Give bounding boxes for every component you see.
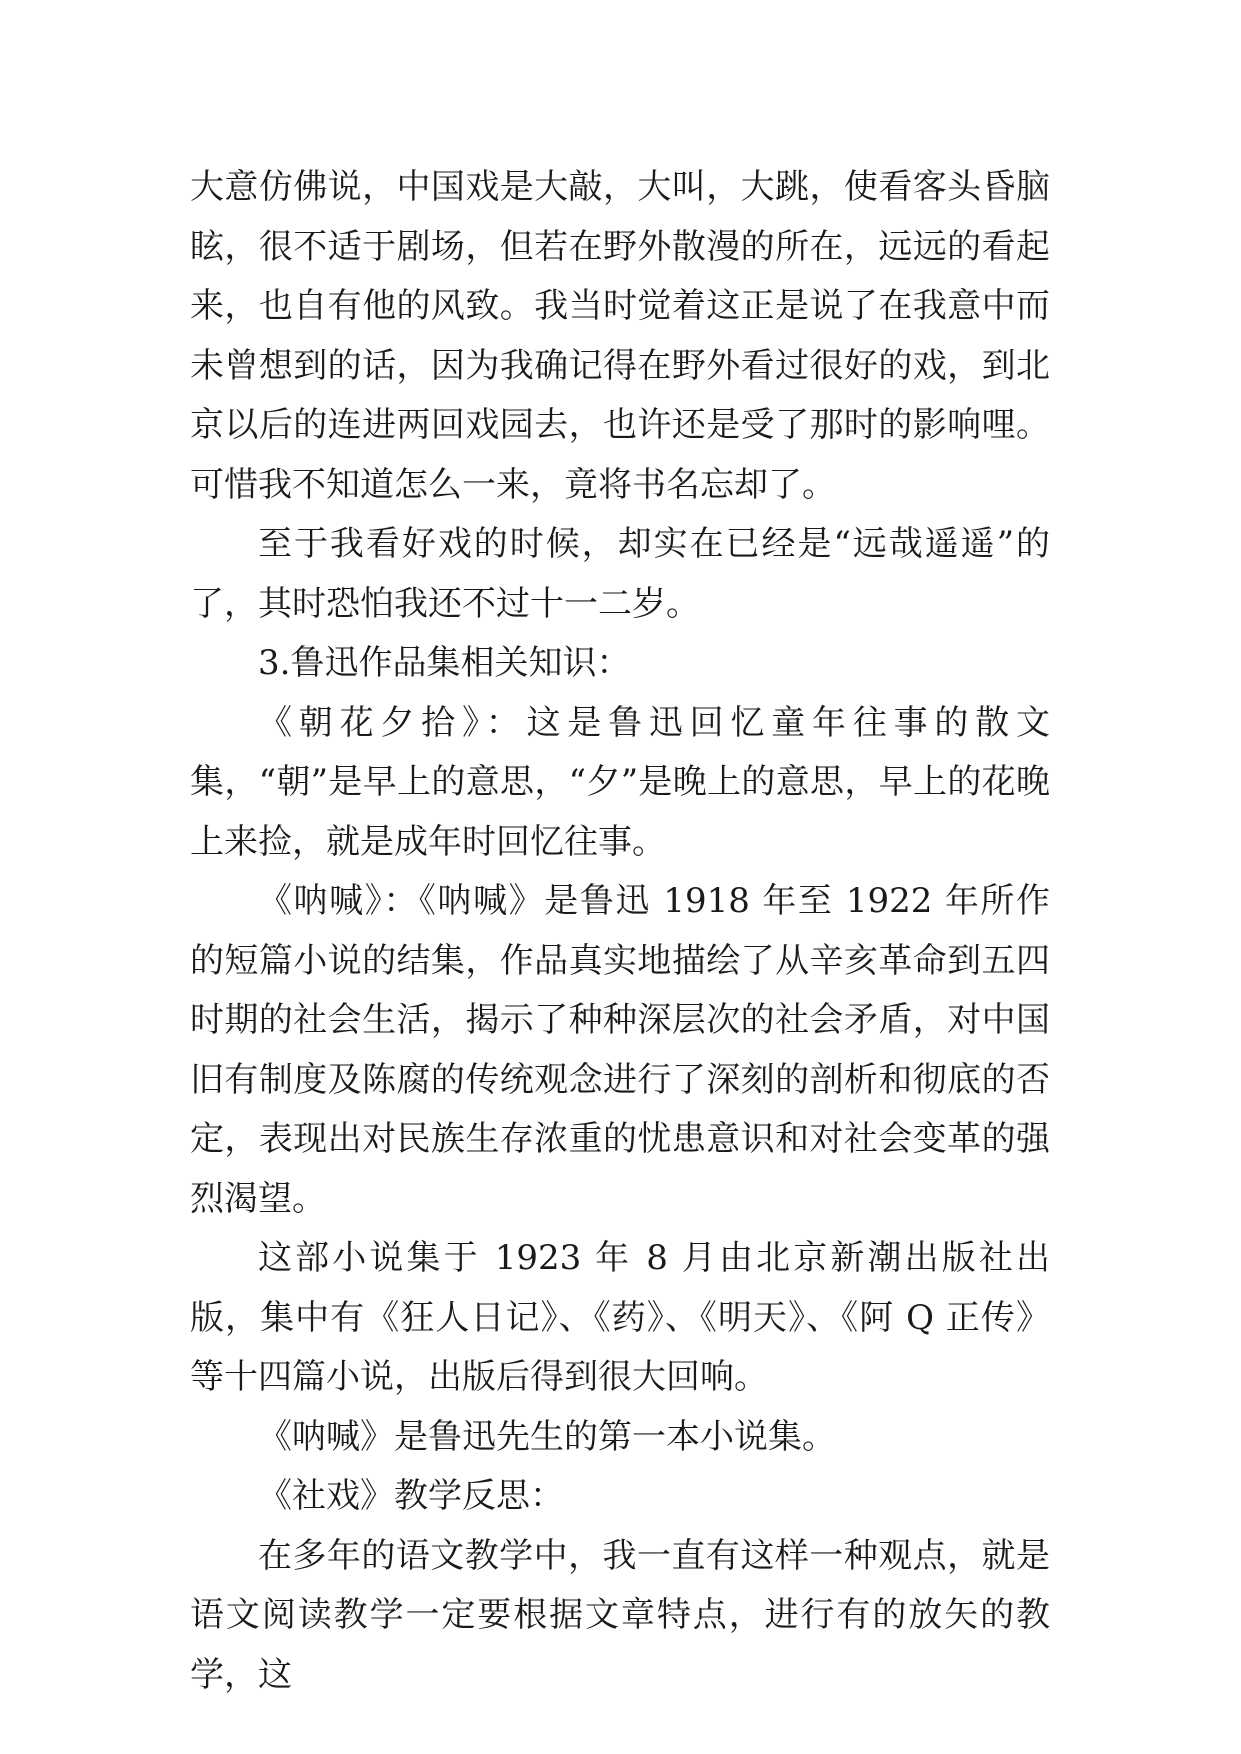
paragraph-nahan-publication: 这部小说集于 1923 年 8 月由北京新潮出版社出版，集中有《狂人日记》、《药》、《明天》、《阿 Q 正传》等十四篇小说，出版后得到很大回响。 <box>190 1238 1050 1397</box>
paragraph-zhaohuaxishi: 《朝花夕拾》：这是鲁迅回忆童年往事的散文集，“朝”是早上的意思，“夕”是晚上的意思，早上的花晚上来捡，就是成年时回忆往事。 <box>190 702 1050 862</box>
paragraph-2: 至于我看好戏的时候，却实在已经是“远哉遥遥”的了，其时恐怕我还不过十一二岁。 <box>190 524 1050 624</box>
paragraph-reflection: 在多年的语文教学中，我一直有这样一种观点，就是语文阅读教学一定要根据文章特点，进行有的放矢的教学，这 <box>190 1535 1050 1695</box>
paragraph-nahan-first: 《呐喊》是鲁迅先生的第一本小说集。 <box>258 1416 836 1457</box>
document-body <box>190 158 1050 1705</box>
section-heading-luxun-works: 3.鲁迅作品集相关知识： <box>258 643 631 683</box>
section-heading-reflection: 《社戏》教学反思： <box>258 1476 564 1516</box>
paragraph-nahan: 《呐喊》：《呐喊》是鲁迅 1918 年至 1922 年所作的短篇小说的结集，作品真实地描绘了从辛亥革命到五四时期的社会生活，揭示了种种深层次的社会矛盾，对中国旧有制度及陈腐的传统观念进行了深刻的剖析和彻底的否定，表现出对民族生存浓重的忧患意识和对社会变革的强烈渴望。 <box>190 881 1050 1219</box>
paragraph-1: 大意仿佛说，中国戏是大敲，大叫，大跳，使看客头昏脑眩，很不适于剧场，但若在野外散漫的所在，远远的看起来，也自有他的风致。我当时觉着这正是说了在我意中而未曾想到的话，因为我确记得在野外看过很好的戏，到北京以后的连进两回戏园去，也许还是受了那时的影响哩。可惜我不知道怎么一来，竟将书名忘却了。 <box>190 167 1050 505</box>
